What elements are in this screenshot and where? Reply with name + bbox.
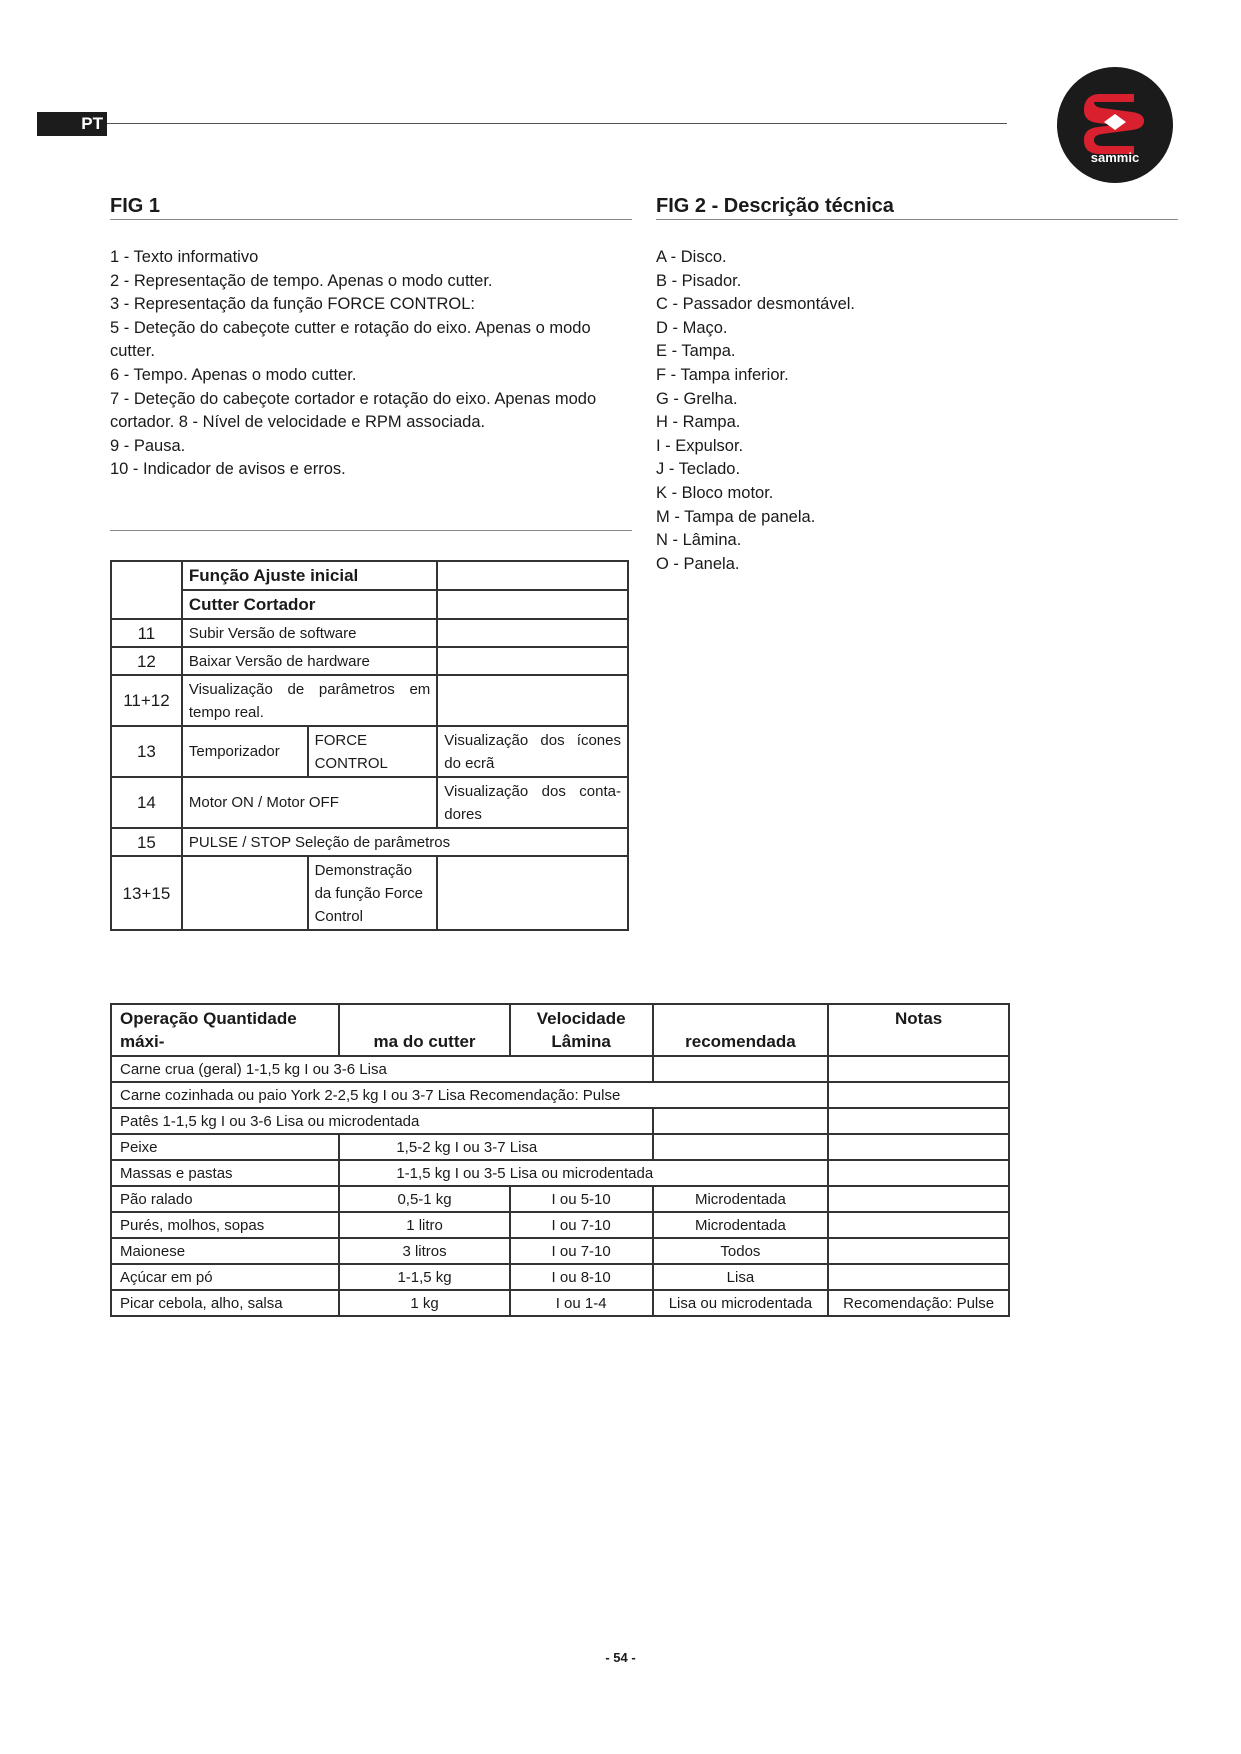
table2-blade: Lisa ou microdentada [653, 1290, 829, 1316]
table1-text: Visualização de parâmetros em tempo real. [182, 675, 437, 726]
table2-empty-cell [828, 1056, 1009, 1082]
table2-empty-cell [828, 1160, 1009, 1186]
table1-key: 13 [111, 726, 182, 777]
fig2-list [656, 246, 1156, 576]
table1-col3: Visualização dos conta-dores [437, 777, 628, 828]
table1-col3: Visualização dos ícones do ecrã [437, 726, 628, 777]
table1-empty-cell [182, 856, 308, 930]
table1-header2: Cutter Cortador [182, 590, 437, 619]
table2-empty-cell [653, 1056, 829, 1082]
table2-empty-cell [653, 1134, 829, 1160]
table2-merged-values: 1-1,5 kg I ou 3-5 Lisa ou microdentada [339, 1160, 828, 1186]
table1-text: Subir Versão de software [182, 619, 437, 647]
fig1-item: 10 - Indicador de avisos e erros. [110, 460, 346, 479]
fig2-item: H - Rampa. [656, 413, 741, 432]
table2-merged-row: Carne crua (geral) 1-1,5 kg I ou 3-6 Lisa [111, 1056, 653, 1082]
fig2-item: F - Tampa inferior. [656, 365, 789, 384]
function-table [110, 560, 629, 931]
sammic-logo [1056, 66, 1174, 184]
fig1-title: FIG 1 [110, 195, 161, 217]
table1-key: 11 [111, 619, 182, 647]
fig1-item: 1 - Texto informativo [110, 248, 259, 266]
table2-blade: Microdentada [653, 1212, 829, 1238]
table2-speed: I ou 8-10 [510, 1264, 653, 1290]
table1-empty-cell [437, 647, 628, 675]
fig1-item: 7 - Deteção do cabeçote cortador e rotação do eixo. Apenas modo cortador. 8 - Nível de velocidade e RPM associada. [110, 389, 597, 432]
table1-col2: FORCE CONTROL [308, 726, 438, 777]
table1-col1: Temporizador [182, 726, 308, 777]
table2-notes [828, 1264, 1009, 1290]
logo-text: sammic [1090, 150, 1140, 165]
fig1-item: 2 - Representação de tempo. Apenas o modo cutter. [110, 271, 493, 290]
fig2-item: N - Lâmina. [656, 531, 742, 550]
table1-text: Baixar Versão de hardware [182, 647, 437, 675]
fig2-item: G - Grelha. [656, 389, 738, 408]
fig2-item: E - Tampa. [656, 342, 736, 361]
header-rule [107, 123, 1007, 124]
fig2-item: C - Passador desmontável. [656, 295, 856, 314]
table2-merged-row: Patês 1-1,5 kg I ou 3-6 Lisa ou microdentada [111, 1108, 653, 1134]
table2-quantity: 1 kg [339, 1290, 509, 1316]
table1-key: 12 [111, 647, 182, 675]
table2-quantity: 1 litro [339, 1212, 509, 1238]
language-label: PT [81, 114, 103, 133]
table1-empty-cell [437, 590, 628, 619]
table2-head-speed: Velocidade Lâmina [510, 1004, 653, 1056]
page-number: - 54 - [605, 1650, 636, 1665]
table2-speed: I ou 5-10 [510, 1186, 653, 1212]
table1-text: PULSE / STOP Seleção de parâmetros [182, 828, 628, 856]
table2-empty-cell [653, 1108, 829, 1134]
table2-operation: Massas e pastas [111, 1160, 339, 1186]
table2-empty-cell [828, 1108, 1009, 1134]
table1-key: 15 [111, 828, 182, 856]
fig2-item: M - Tampa de panela. [656, 507, 816, 526]
fig1-bottom-rule [110, 530, 632, 531]
table1-empty-cell [437, 619, 628, 647]
fig1-item: 6 - Tempo. Apenas o modo cutter. [110, 365, 357, 384]
table2-head-notes: Notas [828, 1004, 1009, 1056]
operations-table [110, 1003, 1010, 1317]
fig2-item: J - Teclado. [656, 460, 741, 479]
table2-speed: I ou 7-10 [510, 1238, 653, 1264]
table2-operation: Picar cebola, alho, salsa [111, 1290, 339, 1316]
table2-quantity: 3 litros [339, 1238, 509, 1264]
table2-notes [828, 1186, 1009, 1212]
table1-corner [111, 561, 182, 619]
fig1-item: 9 - Pausa. [110, 436, 186, 455]
table1-key: 13+15 [111, 856, 182, 930]
fig2-item: O - Panela. [656, 554, 740, 573]
table2-blade: Todos [653, 1238, 829, 1264]
table1-empty-cell [437, 856, 628, 930]
table2-head-blade: recomendada [653, 1004, 829, 1056]
fig2-item: I - Expulsor. [656, 436, 744, 455]
table2-quantity: 0,5-1 kg [339, 1186, 509, 1212]
table1-empty-cell [437, 561, 628, 590]
table2-speed: I ou 1-4 [510, 1290, 653, 1316]
table2-blade: Microdentada [653, 1186, 829, 1212]
fig1-item: 3 - Representação da função FORCE CONTROL: [110, 295, 475, 314]
fig2-item: B - Pisador. [656, 271, 742, 290]
fig1-rule [110, 219, 632, 220]
table2-operation: Açúcar em pó [111, 1264, 339, 1290]
table2-operation: Maionese [111, 1238, 339, 1264]
fig2-title: FIG 2 - Descrição técnica [656, 195, 894, 217]
table1-col1: Motor ON / Motor OFF [182, 777, 437, 828]
table1-header1: Função Ajuste inicial [182, 561, 437, 590]
table2-empty-cell [828, 1082, 1009, 1108]
fig2-item: A - Disco. [656, 248, 727, 266]
fig1-list [110, 246, 632, 482]
table2-operation: Pão ralado [111, 1186, 339, 1212]
table1-col2: Demonstração da função Force Control [308, 856, 438, 930]
fig2-item: D - Maço. [656, 318, 728, 337]
table1-key: 11+12 [111, 675, 182, 726]
table2-merged-values: 1,5-2 kg I ou 3-7 Lisa [339, 1134, 652, 1160]
table2-head-quantity: ma do cutter [339, 1004, 509, 1056]
fig2-item: K - Bloco motor. [656, 483, 774, 502]
table2-operation: Purés, molhos, sopas [111, 1212, 339, 1238]
fig1-item: 5 - Deteção do cabeçote cutter e rotação do eixo. Apenas o modo cutter. [110, 318, 591, 361]
table2-operation: Peixe [111, 1134, 339, 1160]
table2-quantity: 1-1,5 kg [339, 1264, 509, 1290]
table2-empty-cell [828, 1134, 1009, 1160]
table1-empty-cell [437, 675, 628, 726]
table2-notes: Recomendação: Pulse [828, 1290, 1009, 1316]
table1-key: 14 [111, 777, 182, 828]
language-tab [37, 112, 107, 136]
table2-blade: Lisa [653, 1264, 829, 1290]
table2-head-operation: Operação Quantidade máxi- [111, 1004, 339, 1056]
table2-notes [828, 1238, 1009, 1264]
table2-notes [828, 1212, 1009, 1238]
table2-merged-row: Carne cozinhada ou paio York 2-2,5 kg I ou 3-7 Lisa Recomendação: Pulse [111, 1082, 828, 1108]
fig2-rule [656, 219, 1178, 220]
table2-speed: I ou 7-10 [510, 1212, 653, 1238]
